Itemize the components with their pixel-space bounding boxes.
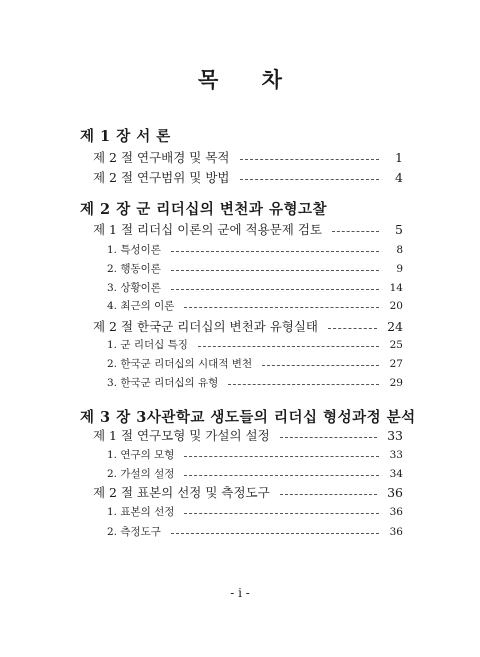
toc-page-number: 1 (395, 150, 403, 165)
toc-page-number: 27 (389, 358, 403, 370)
dot-leader (198, 346, 379, 347)
toc-page-number: 36 (389, 506, 403, 518)
toc-label: 제 2 장 군 리더십의 변천과 유형고찰 (80, 201, 327, 218)
toc-section (93, 220, 403, 238)
toc-chapter (80, 198, 400, 219)
dot-leader (171, 533, 379, 534)
dot-leader (171, 270, 379, 271)
toc-label: 3. 상황이론 (107, 282, 161, 294)
dot-leader (171, 289, 379, 290)
toc-label: 2. 한국군 리더십의 시대적 변천 (107, 358, 253, 370)
toc-subsection (107, 356, 403, 371)
dot-leader (184, 456, 379, 457)
toc-subsection (107, 504, 403, 519)
toc-page-number: 14 (389, 282, 403, 294)
dot-leader (328, 328, 377, 329)
toc-label: 제 2 절 연구배경 및 목적 (93, 150, 230, 165)
toc-section (93, 426, 403, 444)
page-title: 목 차 (198, 67, 300, 92)
dot-leader (184, 475, 379, 476)
toc-subsection (107, 280, 403, 295)
toc-label: 2. 가설의 설정 (107, 468, 175, 480)
toc-subsection (107, 375, 403, 390)
toc-page-number: 33 (387, 428, 403, 443)
toc-label: 2. 행동이론 (107, 263, 161, 275)
dot-leader (184, 307, 379, 308)
toc-page-number: 8 (396, 244, 403, 256)
dot-leader (332, 231, 379, 232)
dot-leader (171, 251, 379, 252)
toc-label: 1. 표본의 선정 (107, 506, 175, 518)
toc-chapter (80, 406, 416, 427)
toc-label: 1. 군 리더십 특징 (107, 339, 188, 351)
toc-page-number: 36 (389, 526, 403, 538)
toc-label: 제 2 절 연구범위 및 방법 (93, 170, 230, 185)
page-footer-number: - i - (230, 586, 250, 600)
toc-label: 제 1 절 연구모형 및 가설의 설정 (93, 428, 270, 443)
toc-subsection (107, 337, 403, 352)
toc-label: 2. 측정도구 (107, 526, 161, 538)
toc-subsection (107, 447, 403, 462)
toc-section (93, 483, 403, 501)
toc-subsection (107, 261, 403, 276)
toc-page-number: 33 (389, 449, 403, 461)
toc-label: 4. 최근의 이론 (107, 300, 175, 312)
toc-page-number: 5 (395, 222, 403, 237)
toc-page-number: 4 (395, 170, 403, 185)
toc-section (93, 317, 403, 335)
toc-label: 제 1 장 서 론 (80, 128, 171, 145)
dot-leader (240, 179, 380, 180)
toc-section (93, 148, 403, 166)
toc-label: 3. 한국군 리더십의 유형 (107, 377, 219, 389)
toc-label: 1. 연구의 모형 (107, 449, 175, 461)
toc-page-number: 20 (389, 300, 403, 312)
toc-subsection (107, 466, 403, 481)
toc-label: 1. 특성이론 (107, 244, 161, 256)
toc-label: 제 1 절 리더십 이론의 군에 적용문제 검토 (93, 222, 322, 237)
toc-page-number: 34 (389, 468, 403, 480)
toc-chapter (80, 125, 400, 146)
dot-leader (228, 384, 379, 385)
toc-subsection (107, 524, 403, 539)
toc-label: 제 2 절 한국군 리더십의 변천과 유형실태 (93, 319, 318, 334)
toc-label: 제 3 장 3사관학교 생도들의 리더십 형성과정 분석 (80, 409, 416, 426)
toc-page-number: 36 (387, 485, 403, 500)
dot-leader (280, 494, 377, 495)
dot-leader (262, 365, 379, 366)
toc-page-number: 9 (396, 263, 403, 275)
dot-leader (240, 159, 380, 160)
toc-section (93, 168, 403, 186)
dot-leader (184, 513, 379, 514)
toc-subsection (107, 298, 403, 313)
toc-page-number: 29 (389, 377, 403, 389)
toc-page-number: 24 (387, 319, 403, 334)
toc-page-number: 25 (389, 339, 403, 351)
dot-leader (280, 437, 377, 438)
toc-subsection (107, 242, 403, 257)
toc-label: 제 2 절 표본의 선정 및 측정도구 (93, 485, 270, 500)
